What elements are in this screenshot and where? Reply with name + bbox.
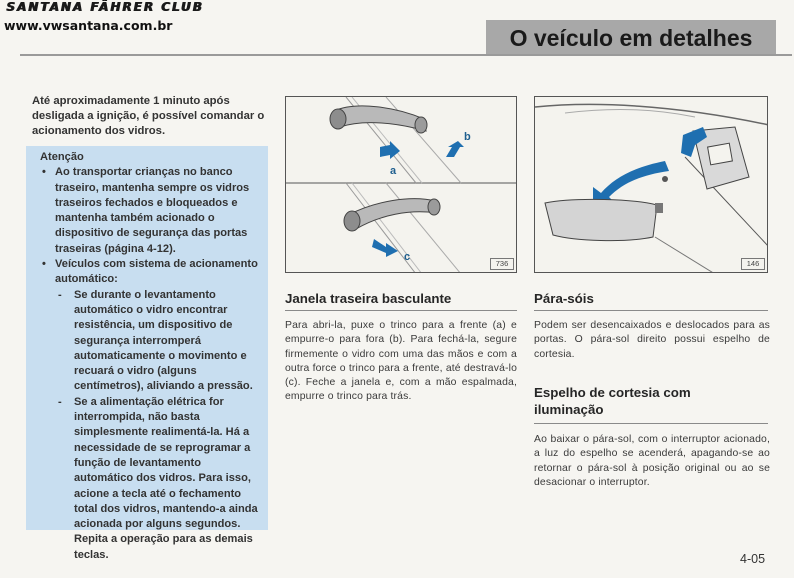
figure-number-736: 736 — [490, 258, 514, 270]
espelho-heading: Espelho de cortesia com iluminação — [534, 385, 691, 417]
parasois-heading: Pára-sóis — [534, 291, 594, 306]
header-rule — [20, 54, 792, 56]
parasois-text: Podem ser desencaixados e deslocados para as portas. O pára-sol direito possui espelho de cortesia. — [534, 320, 770, 360]
attention-content — [40, 150, 262, 563]
janela-text: Para abri-la, puxe o trinco para a frente (a) e empurre-o para fora (b). Para fechá-la, segure firmemente o vidro com uma das mãos e com a outra force o trinco para a frente, até destravá-lo (c). Feche a janela e, com a mão espalmada, empurre o trinco para trás. — [285, 320, 517, 403]
arrow-a — [380, 141, 400, 159]
page-title: O veículo em detalhes — [509, 25, 753, 51]
attention-dash-resistance: - Se durante o levantamento automático o vidro encontrar resistência, um dispositivo de segurança interromperá automaticamente o movimento e recuará o vidro (alguns centímetros), aliviando a pressão. — [40, 288, 262, 395]
attention-dash-power: - Se a alimentação elétrica for interrompida, não basta simplesmente realimentá-la. Há a necessidade de se reprogramar a função de levantamento automático dos vidros. Para isso, acione a tecla até o fechamento total dos vidros, mantendo-a ainda acionada por alguns segundos. Repita a operação para as demais teclas. — [40, 395, 262, 563]
window-latch-illustration — [286, 97, 517, 273]
watermark-url: www.vwsantana.com.br — [4, 18, 173, 33]
page-number: 4-05 — [740, 552, 766, 566]
figure-sun-visor — [534, 96, 768, 273]
arrow-b — [446, 141, 464, 157]
attention-bullet-automatic: • Veículos com sistema de acionamento automático: — [40, 257, 262, 288]
intro-paragraph: Até aproximadamente 1 minuto após desligada a ignição, é possível comandar o acionamento dos vidros. — [32, 95, 265, 137]
attention-bullet-children: • Ao transportar crianças no banco traseiro, mantenha sempre os vidros traseiros fechados e bloqueados e mantenha também acionado o dispositivo de segurança das portas traseiras (página 4-12). — [40, 165, 262, 257]
sun-visor-illustration — [535, 97, 768, 273]
parasois-heading-rule — [534, 310, 768, 311]
figure-number-146: 146 — [741, 258, 765, 270]
espelho-heading-rule — [534, 423, 768, 424]
label-c: c — [404, 251, 411, 263]
espelho-text: Ao baixar o pára-sol, com o interruptor acionado, a luz do espelho se acenderá, apagando-se ao retornar o pára-sol à posição original ou ao se desacionar o interruptor. — [534, 434, 770, 488]
arrow-c — [372, 239, 398, 257]
figure-window-latch — [285, 96, 517, 273]
attention-title: Atenção — [40, 151, 84, 163]
label-a: a — [390, 165, 397, 177]
watermark-club: SANTANA FÄHRER CLUB — [6, 0, 204, 14]
janela-heading-rule — [285, 310, 517, 311]
janela-heading: Janela traseira basculante — [285, 291, 452, 306]
label-b: b — [464, 131, 471, 143]
